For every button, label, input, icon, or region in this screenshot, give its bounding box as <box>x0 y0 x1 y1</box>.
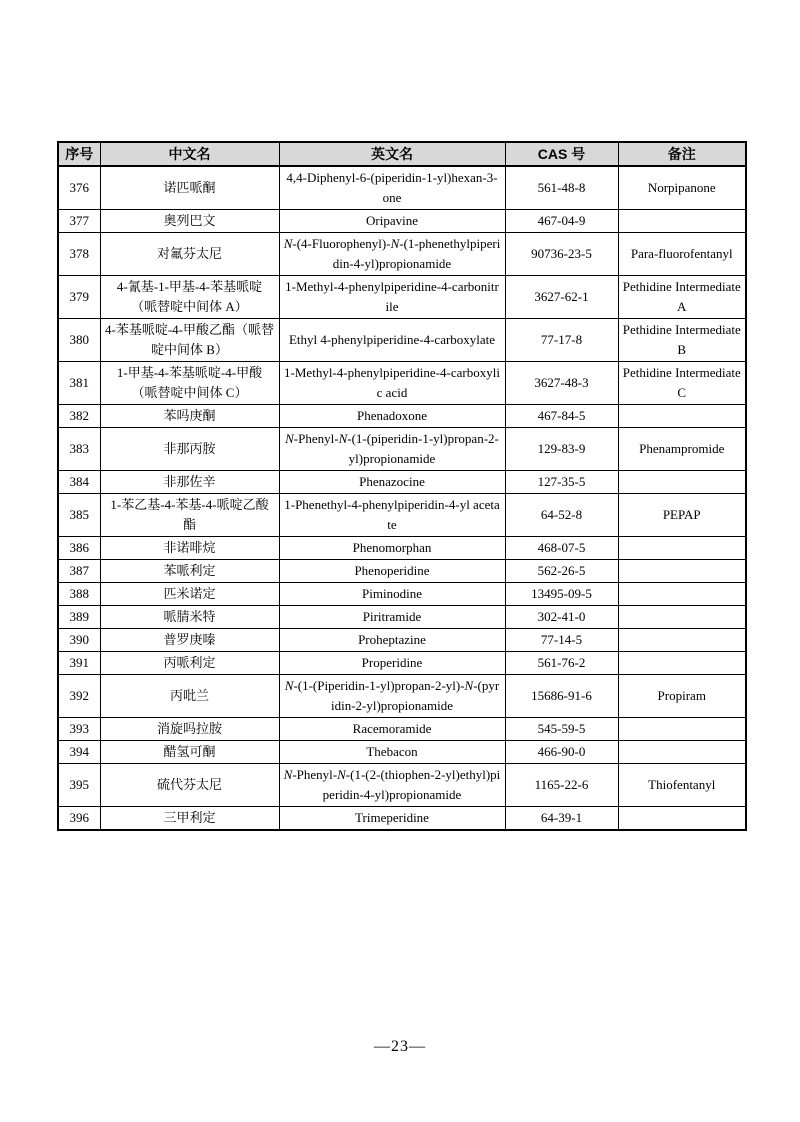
cell-english-name: Phenomorphan <box>279 537 505 560</box>
table-row <box>58 428 746 471</box>
cell-english-name: Oripavine <box>279 210 505 233</box>
table-row <box>58 166 746 210</box>
cell-cas-number: 561-76-2 <box>505 652 618 675</box>
cell-english-name: Phenoperidine <box>279 560 505 583</box>
column-header-english-name: 英文名 <box>279 142 505 166</box>
cell-english-name: N-(4-Fluorophenyl)-N-(1-phenethylpiperidin-4-yl)propionamide <box>279 233 505 276</box>
cell-chinese-name: 1-苯乙基-4-苯基-4-哌啶乙酸酯 <box>100 494 279 537</box>
column-header-serial: 序号 <box>58 142 100 166</box>
cell-english-name: 1-Methyl-4-phenylpiperidine-4-carbonitrile <box>279 276 505 319</box>
cell-cas-number: 467-84-5 <box>505 405 618 428</box>
table-row <box>58 233 746 276</box>
cell-cas-number: 77-14-5 <box>505 629 618 652</box>
cell-cas-number: 127-35-5 <box>505 471 618 494</box>
cell-english-name: Racemoramide <box>279 718 505 741</box>
cell-cas-number: 13495-09-5 <box>505 583 618 606</box>
cell-remark: Para-fluorofentanyl <box>618 233 746 276</box>
cell-serial: 383 <box>58 428 100 471</box>
cell-remark: Pethidine Intermediate B <box>618 319 746 362</box>
cell-chinese-name: 非那佐辛 <box>100 471 279 494</box>
table-row <box>58 807 746 831</box>
cell-chinese-name: 醋氢可酮 <box>100 741 279 764</box>
cell-serial: 390 <box>58 629 100 652</box>
cell-cas-number: 561-48-8 <box>505 166 618 210</box>
cell-chinese-name: 丙哌利定 <box>100 652 279 675</box>
cell-chinese-name: 普罗庚嗪 <box>100 629 279 652</box>
cell-serial: 381 <box>58 362 100 405</box>
table-row <box>58 741 746 764</box>
cell-chinese-name: 消旋吗拉胺 <box>100 718 279 741</box>
cell-remark <box>618 583 746 606</box>
column-header-cas-number: CAS 号 <box>505 142 618 166</box>
cell-serial: 396 <box>58 807 100 831</box>
cell-english-name: Proheptazine <box>279 629 505 652</box>
cell-cas-number: 467-04-9 <box>505 210 618 233</box>
page-number: —23— <box>374 1038 426 1055</box>
table-row <box>58 675 746 718</box>
cell-chinese-name: 奥列巴文 <box>100 210 279 233</box>
cell-cas-number: 1165-22-6 <box>505 764 618 807</box>
cell-serial: 380 <box>58 319 100 362</box>
cell-english-name: Thebacon <box>279 741 505 764</box>
cell-chinese-name: 非诺啡烷 <box>100 537 279 560</box>
table-row <box>58 276 746 319</box>
cell-remark: Pethidine Intermediate A <box>618 276 746 319</box>
table-row <box>58 583 746 606</box>
cell-cas-number: 562-26-5 <box>505 560 618 583</box>
cell-english-name: 1-Methyl-4-phenylpiperidine-4-carboxylic acid <box>279 362 505 405</box>
cell-chinese-name: 匹米诺定 <box>100 583 279 606</box>
cell-serial: 395 <box>58 764 100 807</box>
cell-cas-number: 468-07-5 <box>505 537 618 560</box>
cell-chinese-name: 哌腈米特 <box>100 606 279 629</box>
cell-chinese-name: 苯吗庚酮 <box>100 405 279 428</box>
cell-cas-number: 129-83-9 <box>505 428 618 471</box>
table-row <box>58 652 746 675</box>
cell-english-name: 1-Phenethyl-4-phenylpiperidin-4-yl acetate <box>279 494 505 537</box>
table-row <box>58 319 746 362</box>
table-row <box>58 764 746 807</box>
cell-serial: 389 <box>58 606 100 629</box>
cell-serial: 391 <box>58 652 100 675</box>
cell-english-name: N-Phenyl-N-(1-(piperidin-1-yl)propan-2-yl)propionamide <box>279 428 505 471</box>
cell-serial: 392 <box>58 675 100 718</box>
table-header-row <box>58 142 746 166</box>
cell-chinese-name: 4-苯基哌啶-4-甲酸乙酯（哌替啶中间体 B） <box>100 319 279 362</box>
cell-serial: 385 <box>58 494 100 537</box>
cell-cas-number: 90736-23-5 <box>505 233 618 276</box>
cell-english-name: Trimeperidine <box>279 807 505 831</box>
column-header-remark: 备注 <box>618 142 746 166</box>
cell-remark <box>618 560 746 583</box>
cell-english-name: Ethyl 4-phenylpiperidine-4-carboxylate <box>279 319 505 362</box>
cell-cas-number: 466-90-0 <box>505 741 618 764</box>
cell-english-name: Piritramide <box>279 606 505 629</box>
cell-remark: Thiofentanyl <box>618 764 746 807</box>
cell-cas-number: 3627-48-3 <box>505 362 618 405</box>
cell-cas-number: 15686-91-6 <box>505 675 618 718</box>
cell-remark <box>618 537 746 560</box>
cell-chinese-name: 诺匹哌酮 <box>100 166 279 210</box>
cell-serial: 394 <box>58 741 100 764</box>
table-row <box>58 560 746 583</box>
cell-cas-number: 302-41-0 <box>505 606 618 629</box>
table-row <box>58 210 746 233</box>
table-row <box>58 537 746 560</box>
table-row <box>58 471 746 494</box>
cell-remark <box>618 405 746 428</box>
cell-chinese-name: 1-甲基-4-苯基哌啶-4-甲酸（哌替啶中间体 C） <box>100 362 279 405</box>
cell-serial: 393 <box>58 718 100 741</box>
cell-remark <box>618 807 746 831</box>
table-row <box>58 629 746 652</box>
table-row <box>58 494 746 537</box>
cell-remark: Propiram <box>618 675 746 718</box>
cell-remark <box>618 210 746 233</box>
cell-english-name: N-(1-(Piperidin-1-yl)propan-2-yl)-N-(pyridin-2-yl)propionamide <box>279 675 505 718</box>
cell-chinese-name: 非那丙胺 <box>100 428 279 471</box>
cell-english-name: 4,4-Diphenyl-6-(piperidin-1-yl)hexan-3-one <box>279 166 505 210</box>
substances-table <box>57 141 747 831</box>
cell-remark <box>618 652 746 675</box>
cell-remark: Norpipanone <box>618 166 746 210</box>
cell-remark <box>618 471 746 494</box>
substances-table-body <box>58 166 746 830</box>
table-row <box>58 718 746 741</box>
cell-chinese-name: 三甲利定 <box>100 807 279 831</box>
cell-serial: 382 <box>58 405 100 428</box>
table-row <box>58 606 746 629</box>
cell-chinese-name: 苯哌利定 <box>100 560 279 583</box>
cell-cas-number: 545-59-5 <box>505 718 618 741</box>
cell-chinese-name: 4-氰基-1-甲基-4-苯基哌啶（哌替啶中间体 A） <box>100 276 279 319</box>
cell-remark: Phenampromide <box>618 428 746 471</box>
cell-serial: 387 <box>58 560 100 583</box>
table-row <box>58 362 746 405</box>
cell-chinese-name: 对氟芬太尼 <box>100 233 279 276</box>
cell-remark <box>618 629 746 652</box>
cell-cas-number: 64-52-8 <box>505 494 618 537</box>
table-row <box>58 405 746 428</box>
cell-english-name: Properidine <box>279 652 505 675</box>
cell-serial: 388 <box>58 583 100 606</box>
cell-cas-number: 3627-62-1 <box>505 276 618 319</box>
cell-remark <box>618 741 746 764</box>
cell-chinese-name: 丙吡兰 <box>100 675 279 718</box>
cell-serial: 386 <box>58 537 100 560</box>
column-header-chinese-name: 中文名 <box>100 142 279 166</box>
cell-remark: Pethidine Intermediate C <box>618 362 746 405</box>
cell-english-name: Piminodine <box>279 583 505 606</box>
cell-remark: PEPAP <box>618 494 746 537</box>
cell-chinese-name: 硫代芬太尼 <box>100 764 279 807</box>
cell-remark <box>618 606 746 629</box>
cell-serial: 378 <box>58 233 100 276</box>
cell-serial: 384 <box>58 471 100 494</box>
cell-english-name: Phenazocine <box>279 471 505 494</box>
cell-serial: 377 <box>58 210 100 233</box>
cell-cas-number: 64-39-1 <box>505 807 618 831</box>
cell-english-name: Phenadoxone <box>279 405 505 428</box>
cell-cas-number: 77-17-8 <box>505 319 618 362</box>
cell-english-name: N-Phenyl-N-(1-(2-(thiophen-2-yl)ethyl)piperidin-4-yl)propionamide <box>279 764 505 807</box>
cell-serial: 379 <box>58 276 100 319</box>
cell-serial: 376 <box>58 166 100 210</box>
cell-remark <box>618 718 746 741</box>
